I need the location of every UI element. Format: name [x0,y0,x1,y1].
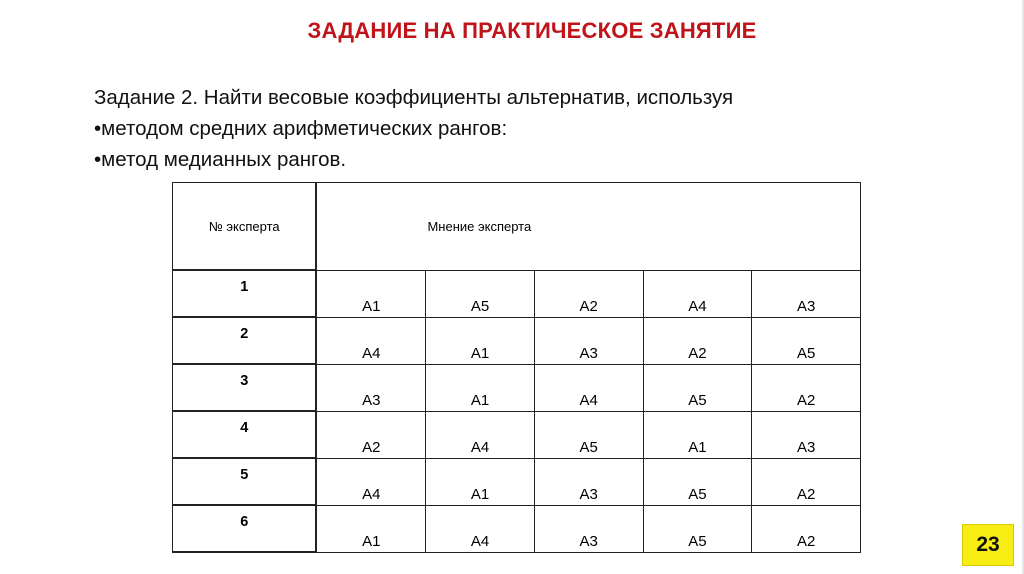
rank-cell: А1 [426,458,535,505]
task-line-intro: Задание 2. Найти весовые коэффициенты альтернатив, используя [94,86,734,109]
rank-cell: А2 [752,364,861,411]
task-text [94,82,954,175]
expert-number-cell: 1 [173,270,317,317]
page-number-badge: 23 [962,524,1014,566]
rank-cell: А1 [316,270,425,317]
table-row [173,411,861,458]
rank-cell: А3 [752,270,861,317]
rank-cell: А4 [534,364,643,411]
rank-cell: А2 [534,270,643,317]
rank-cell: А5 [643,505,752,552]
rank-cell: А4 [316,458,425,505]
rank-cell: А1 [316,505,425,552]
expert-number-cell: 4 [173,411,317,458]
expert-number-cell: 5 [173,458,317,505]
rank-cell: А2 [643,317,752,364]
rank-cell: А2 [752,458,861,505]
rank-cell: А4 [643,270,752,317]
rank-cell: А3 [534,317,643,364]
table-row [173,270,861,317]
rank-cell: А2 [752,505,861,552]
rank-cell: А1 [643,411,752,458]
rank-cell: А4 [426,505,535,552]
rank-cell: А1 [426,317,535,364]
table-row [173,505,861,552]
header-expert-opinion: Мнение эксперта [316,183,860,271]
rank-cell: А3 [534,458,643,505]
rank-cell: А4 [316,317,425,364]
table-row [173,458,861,505]
rank-cell: А3 [316,364,425,411]
expert-ranking-table [172,182,861,553]
rank-cell: А5 [534,411,643,458]
rank-cell: А3 [752,411,861,458]
slide-title: ЗАДАНИЕ НА ПРАКТИЧЕСКОЕ ЗАНЯТИЕ [307,18,757,43]
rank-cell: А5 [426,270,535,317]
rank-cell: А1 [426,364,535,411]
rank-cell: А5 [643,458,752,505]
rank-cell: А2 [316,411,425,458]
expert-number-cell: 3 [173,364,317,411]
table-header-row [173,183,861,271]
rank-cell: А5 [643,364,752,411]
table-row [173,317,861,364]
header-expert-number: № эксперта [173,183,317,271]
rank-cell: А5 [752,317,861,364]
expert-number-cell: 6 [173,505,317,552]
rank-cell: А4 [426,411,535,458]
rank-cell: А3 [534,505,643,552]
task-line-method-median: •метод медианных рангов. [94,148,347,171]
table-row [173,364,861,411]
expert-number-cell: 2 [173,317,317,364]
task-line-method-mean: •методом средних арифметических рангов: [94,117,508,140]
